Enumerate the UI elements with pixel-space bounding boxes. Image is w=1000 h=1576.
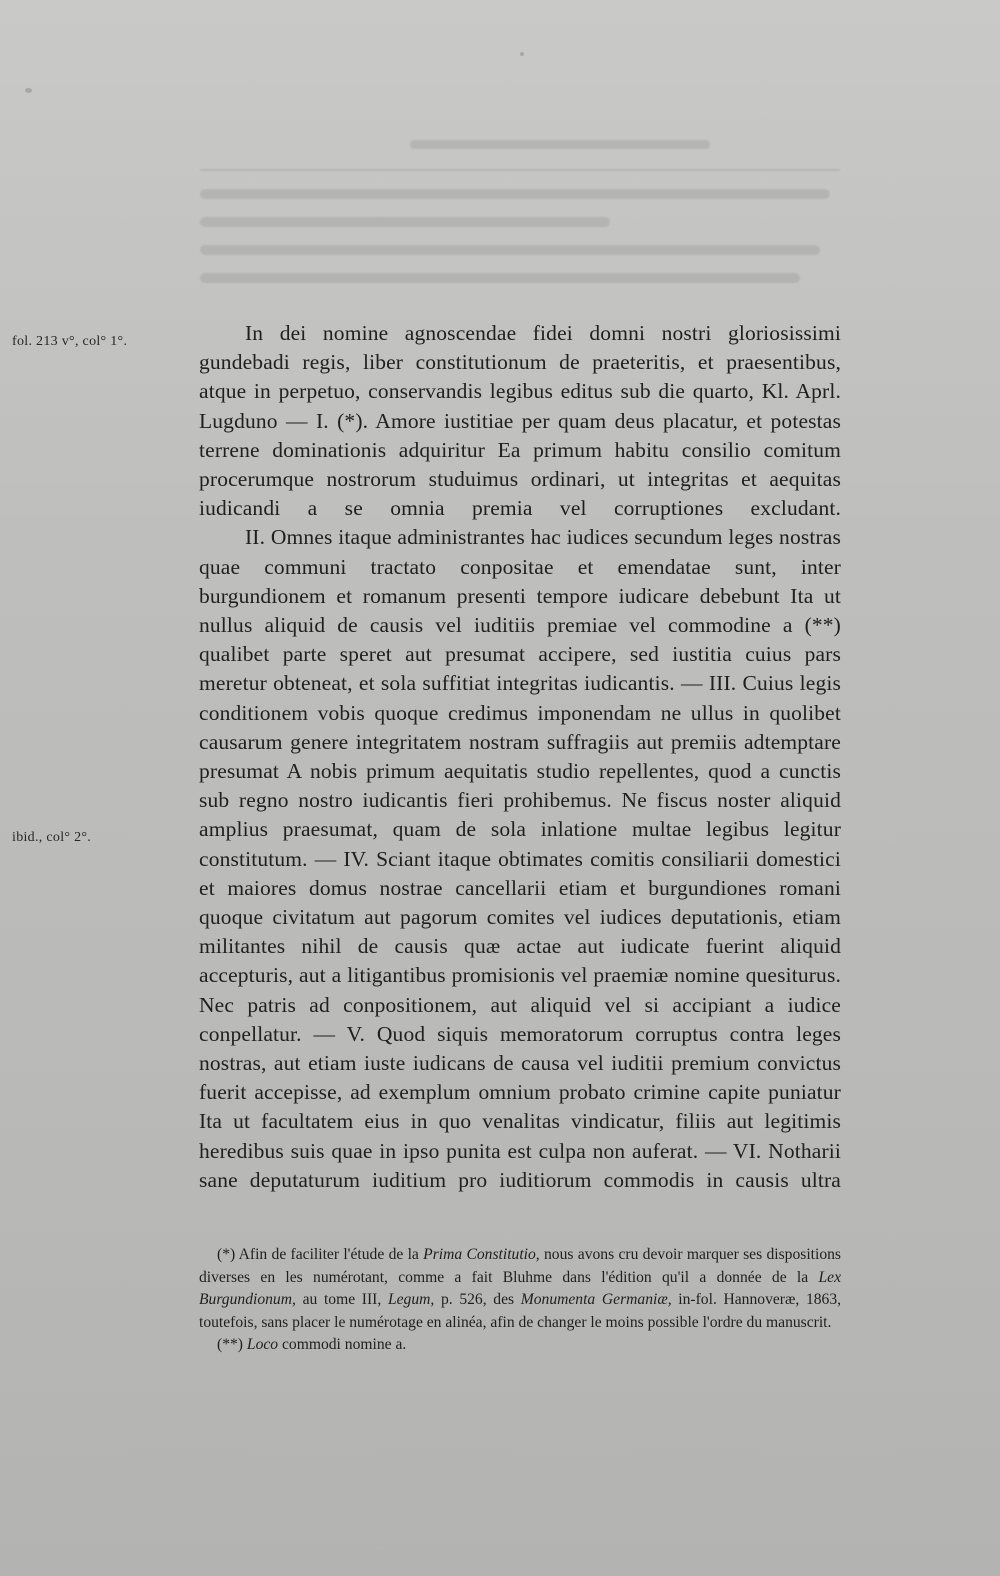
footnotes	[199, 1244, 841, 1357]
footnote-2-marker: (**)	[217, 1336, 243, 1353]
paragraph-1: In dei nomine agnoscendae fidei domni nostri gloriosissimi gundebadi regis, liber constitutionum de praeteritis, et praesentibus, atque in perpetuo, conservandis legibus editus sub die quarto, Kl. Aprl. Lugduno — I. (*). Amore iustitiae per quam deus placatur, et potestas terrene dominationis adquiritur Ea primum habitu consilio comitum procerumque nostrorum studuimus ordinari, ut integritas et aequitas iudicandi a se omnia premia vel corruptiones excludant.	[199, 321, 841, 521]
footnote-1: (*) Afin de faciliter l'étude de la Prima Constitutio, nous avons cru devoir marquer ses dispositions diverses en les numérotant, comme a fait Bluhme dans l'édition qu'il a donnée de la Lex Burgundionum, au tome III, Legum, p. 526, des Monumenta Germaniæ, in-fol. Hannoveræ, 1863, toutefois, sans placer le numérotage en alinéa, afin de changer le moins possible l'ordre du manuscrit.	[199, 1246, 842, 1331]
margin-note-folio: fol. 213 v°, col° 1°.	[12, 334, 128, 349]
footnote-1-marker: (*)	[217, 1246, 236, 1263]
paragraph-2: II. Omnes itaque administrantes hac iudices secundum leges nostras quae communi tractato conpositae et emendatae sunt, inter burgundionem et romanum presenti tempore iudicare debebunt Ita ut nullus aliquid de causis vel iuditiis premiae vel commodine a (**) qualibet parte speret aut presumat accipere, sed iustitia cuius pars meretur obteneat, et sola suffitiat integritas iudicantis. — III. Cuius legis conditionem vobis quoque credimus imponendam ne ullus in quolibet causarum genere integritatem nostram suffragiis aut premiis adtemptare presumat A nobis primum aequitatis studio repellentes, quod a cunctis sub regno nostro iudicantis fieri prohibemus. Ne fiscus noster aliquid amplius praesumat, quam de sola inlatione multae legibus legitur constitutum. — IV. Sciant itaque obtimates comitis consiliarii domestici et maiores domus nostrae cancellarii etiam et burgundiones romani quoque civitatum aut pagorum comites vel iudices deputationis, etiam militantes nihil de causis quæ actae aut iudicate fuerint aliquid accepturis, aut a litigantibus promisionis vel praemiæ nomine quesiturus. Nec patris ad conpositionem, aut aliquid vel si accipiant a iudice conpellatur. — V. Quod siquis memoratorum corruptus contra leges nostras, aut etiam iuste iudicans de causa vel iuditii premium convictus fuerit accepisse, ad exemplum omnium probato crimine capite puniatur Ita ut facultatem eius in quo venalitas vindicatur, filiis aut legitimis heredibus suis quae in ipso punita est culpa non auferat. — VI. Notharii sane deputaturum iuditium pro iuditiorum commodis in causis ultra	[199, 525, 841, 1192]
margin-note-ibid: ibid., col° 2°.	[12, 830, 92, 845]
paper-spot	[520, 52, 524, 56]
footnote-2: (**) Loco commodi nomine a.	[217, 1336, 407, 1353]
show-through-text	[200, 140, 840, 310]
main-text	[199, 319, 841, 1195]
paper-spot	[25, 88, 32, 93]
